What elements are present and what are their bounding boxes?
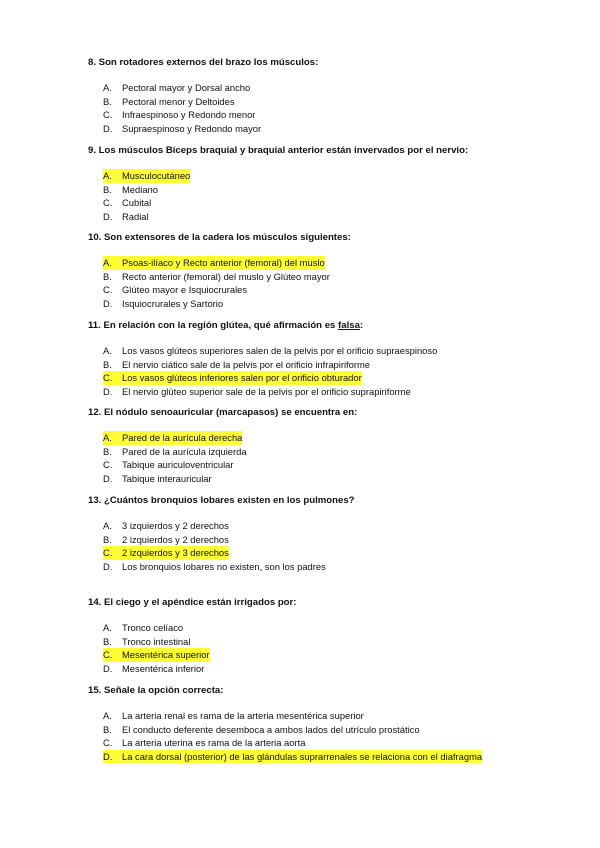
option-a [88, 256, 588, 270]
option-b [88, 533, 588, 547]
option-letter: D. [103, 385, 113, 397]
option-text: Tabique auriculoventricular [122, 459, 234, 471]
question-title: 13. ¿Cuántos bronquios lobares existen en los pulmones? [88, 495, 355, 506]
option-letter: C. [103, 546, 122, 560]
option-letter: C. [103, 197, 113, 209]
option-letter: D. [103, 297, 113, 309]
option-text: Tronco celíaco [122, 622, 184, 633]
option-letter: B. [103, 533, 112, 545]
option-text: Tronco intestinal [122, 635, 191, 647]
question-title-suffix: : [359, 320, 364, 331]
option-text: Radial [122, 210, 149, 222]
option-d [88, 210, 588, 224]
option-text: Pectoral mayor y Dorsal ancho [122, 82, 251, 93]
option-text: Recto anterior (femoral) del muslo y Glúteo mayor [122, 270, 330, 282]
option-b [88, 183, 588, 197]
question-14 [88, 597, 588, 675]
option-letter: A. [103, 622, 112, 633]
option-d [88, 662, 588, 676]
option-text: Los bronquios lobares no existen, son los padres [122, 560, 326, 572]
option-letter: C. [103, 284, 113, 296]
question-15 [88, 685, 588, 763]
option-text: Los vasos glúteos superiores salen de la pelvis por el orificio supraespinoso [122, 345, 438, 356]
option-list [88, 709, 588, 763]
option-letter: C. [103, 109, 113, 121]
question-title-underlined: falsa [338, 320, 360, 331]
option-b [88, 270, 588, 284]
option-letter: A. [103, 169, 122, 183]
option-text: El nervio ciático sale de la pelvis por el orificio infrapiriforme [122, 358, 371, 370]
option-letter: C. [103, 371, 122, 385]
option-list [88, 431, 588, 485]
option-letter: B. [103, 723, 112, 735]
question-13 [88, 495, 588, 573]
option-letter: D. [103, 122, 113, 134]
option-c [88, 458, 588, 472]
option-letter: D. [103, 472, 113, 484]
question-title: 9. Los músculos Bíceps braquial y braquial anterior están invervados por el nervio: [88, 145, 469, 156]
question-title: 12. El nódulo senoauricular (marcapasos) se encuentra en: [88, 407, 358, 418]
option-a [88, 709, 588, 723]
option-letter: B. [103, 270, 112, 282]
option-a [88, 431, 588, 445]
question-10 [88, 232, 588, 310]
option-list [88, 81, 588, 135]
option-text: Infraespinoso y Redondo menor [122, 109, 256, 121]
question-title: 8. Son rotadores externos del brazo los músculos: [88, 57, 319, 68]
option-letter: A. [103, 520, 112, 531]
option-text: Musculocutáneo [122, 170, 191, 181]
option-letter: B. [103, 445, 112, 457]
option-letter: D. [103, 750, 122, 764]
question-12 [88, 407, 588, 485]
option-c [88, 736, 588, 750]
option-d [88, 297, 588, 311]
option-text: Pectoral menor y Deltoides [122, 95, 235, 107]
option-letter: A. [103, 431, 122, 445]
option-text: Cubital [122, 197, 152, 209]
option-c [88, 108, 588, 122]
option-letter: B. [103, 635, 112, 647]
option-a [88, 169, 588, 183]
option-letter: C. [103, 648, 122, 662]
option-text: Glúteo mayor e Isquiocrurales [122, 284, 248, 296]
option-letter: A. [103, 345, 112, 356]
option-text: Mesentérica inferior [122, 662, 205, 674]
option-list [88, 344, 588, 398]
question-title [88, 320, 588, 332]
option-text: La arteria renal es rama de la arteria mesentérica superior [122, 710, 364, 721]
option-d [88, 385, 588, 399]
option-text: Mediano [122, 183, 158, 195]
option-list [88, 621, 588, 675]
option-letter: D. [103, 210, 113, 222]
option-letter: A. [103, 710, 112, 721]
option-text: Los vasos glúteos inferiores salen por el orificio obturador [122, 372, 362, 384]
option-letter: C. [103, 737, 113, 749]
option-letter: B. [103, 183, 112, 195]
option-text: La cara dorsal (posterior) de las glándulas suprarrenales se relaciona con el diafragma [122, 750, 483, 762]
option-c [88, 371, 588, 385]
option-text: Pared de la aurícula derecha [122, 432, 243, 443]
option-text: Pared de la aurícula izquierda [122, 445, 247, 457]
question-9 [88, 145, 588, 223]
option-text: Mesentérica superior [122, 649, 210, 661]
option-b [88, 95, 588, 109]
option-d [88, 472, 588, 486]
option-c [88, 283, 588, 297]
option-a [88, 519, 588, 533]
option-a [88, 621, 588, 635]
option-text: La arteria uterina es rama de la arteria aorta [122, 737, 306, 749]
option-list [88, 169, 588, 223]
option-text: Psoas-ilíaco y Recto anterior (femoral) del muslo [122, 257, 325, 268]
option-b [88, 445, 588, 459]
option-list [88, 519, 588, 573]
option-text: Isquiocrurales y Sartorio [122, 297, 224, 309]
question-title: 10. Son extensores de la cadera los músculos siguientes: [88, 232, 351, 243]
question-8 [88, 57, 588, 135]
option-list [88, 256, 588, 310]
question-title: 15. Señale la opción correcta: [88, 685, 224, 696]
option-d [88, 560, 588, 574]
option-letter: D. [103, 662, 113, 674]
option-letter: C. [103, 459, 113, 471]
option-text: Supraespinoso y Redondo mayor [122, 122, 262, 134]
option-letter: B. [103, 95, 112, 107]
question-title-prefix: 11. En relación con la región glútea, qué afirmación es [88, 320, 339, 331]
option-text: 2 izquierdos y 3 derechos [122, 547, 229, 559]
option-letter: B. [103, 358, 112, 370]
option-letter: A. [103, 82, 112, 93]
option-b [88, 358, 588, 372]
option-text: 3 izquierdos y 2 derechos [122, 520, 229, 531]
option-a [88, 81, 588, 95]
option-d [88, 122, 588, 136]
question-11 [88, 320, 588, 398]
option-text: 2 izquierdos y 2 derechos [122, 533, 229, 545]
option-text: Tabique interauricular [122, 472, 212, 484]
option-c [88, 196, 588, 210]
option-text: El conducto deferente desemboca a ambos lados del utrículo prostático [122, 723, 420, 735]
option-text: El nervio glúteo superior sale de la pelvis por el orificio suprapiriforme [122, 385, 411, 397]
option-b [88, 723, 588, 737]
question-title: 14. El ciego y el apéndice están irrigados por: [88, 597, 297, 608]
option-letter: D. [103, 560, 113, 572]
option-d [88, 750, 588, 764]
option-c [88, 648, 588, 662]
option-b [88, 635, 588, 649]
option-a [88, 344, 588, 358]
option-letter: A. [103, 256, 122, 270]
option-c [88, 546, 588, 560]
